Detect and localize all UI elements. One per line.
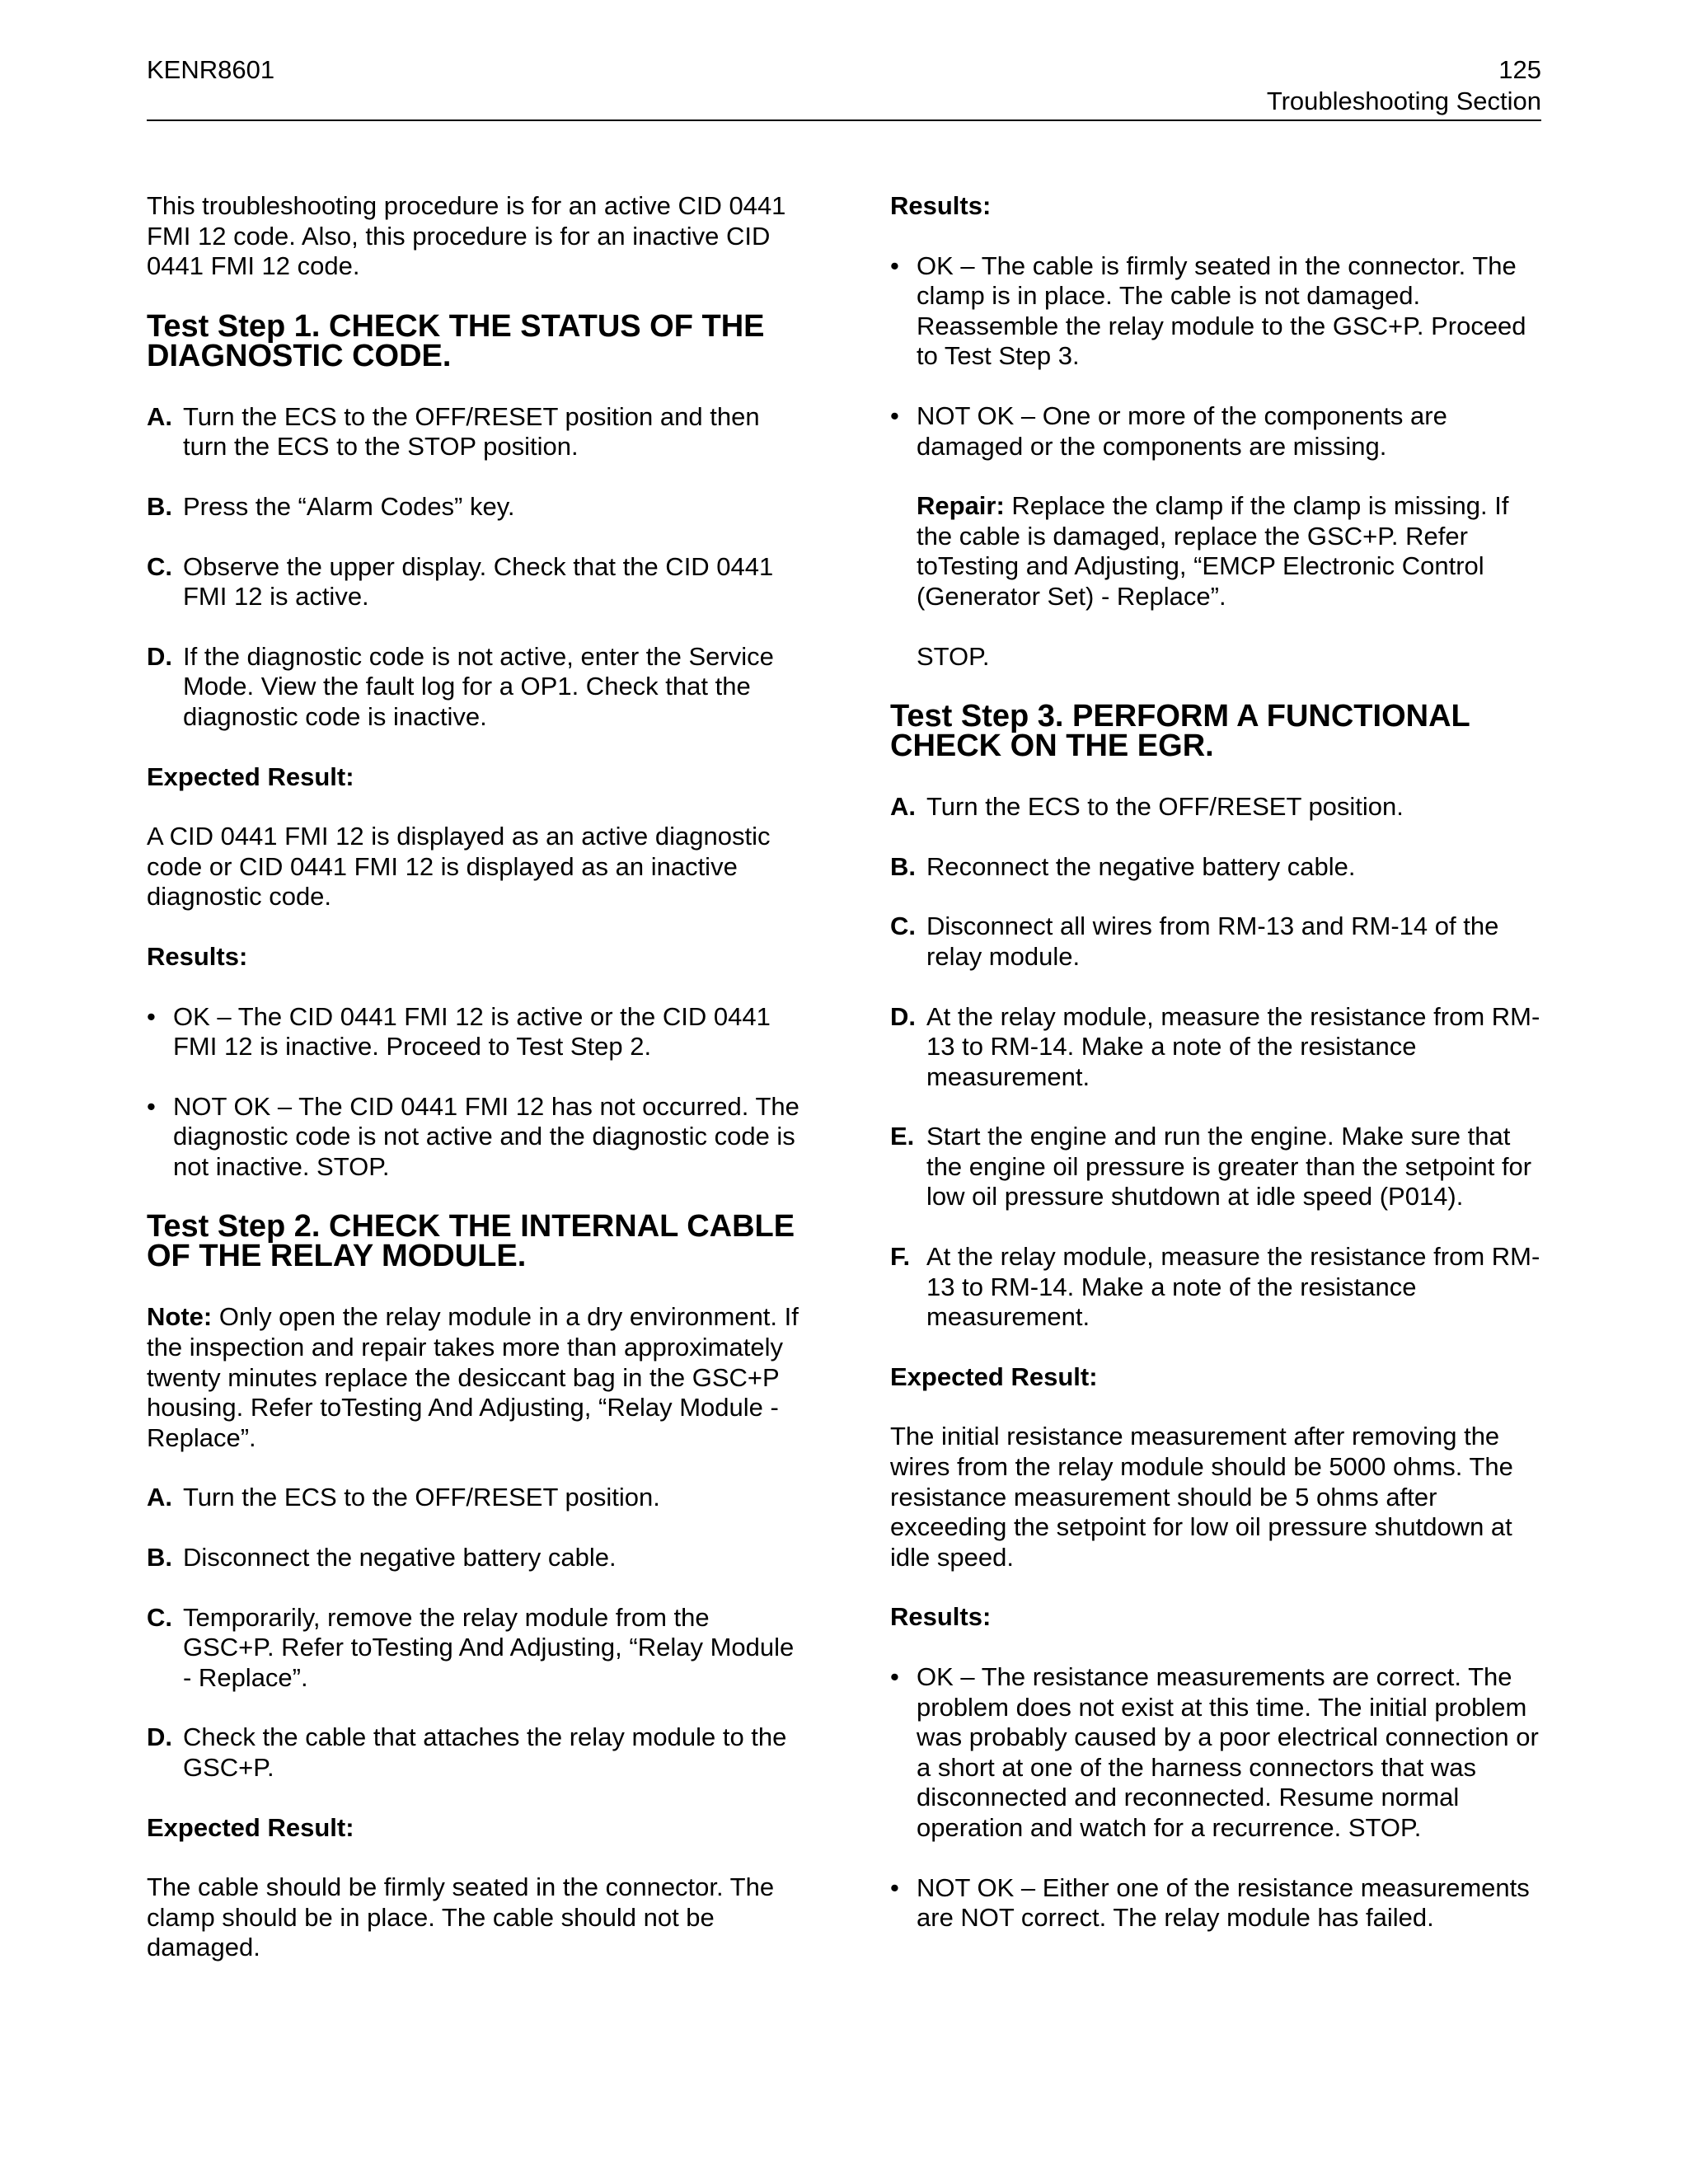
step-letter: E. (890, 1122, 915, 1151)
step1-item-d (147, 642, 799, 733)
step-text: Check the cable that attaches the relay module to the GSC+P. (183, 1722, 787, 1782)
step3-item-c (890, 912, 1541, 972)
bullet-icon: • (147, 1091, 156, 1121)
step-text: If the diagnostic code is not active, enter the Service Mode. View the fault log for a OP1. Check that the diagnostic code is inactive. (183, 641, 774, 731)
step3-expected-text: The initial resistance measurement after removing the wires from the relay module should be 5000 ohms. The resistance measurement should be 5 ohms after exceeding the setpoint for low oil pressure shutdown at idle speed. (890, 1422, 1513, 1572)
result-text: OK – The cable is firmly seated in the connector. The clamp is in place. The cable is not damaged. Reassemble the relay module to the GSC+P. Proceed to Test Step 3. (917, 251, 1526, 371)
result-text: NOT OK – The CID 0441 FMI 12 has not occurred. The diagnostic code is not active and the diagnostic code is not inactive. STOP. (173, 1091, 799, 1181)
step2-result-ok (890, 251, 1541, 372)
step3-heading: Test Step 3. PERFORM A FUNCTIONAL CHECK ON THE EGR. (890, 699, 1470, 764)
step3-item-d (890, 1002, 1541, 1093)
step3-item-a (890, 792, 1541, 823)
step3-result-not-ok (890, 1873, 1541, 1933)
step2-result-not-ok (890, 401, 1541, 462)
step-letter: A. (147, 401, 172, 431)
intro-paragraph: This troubleshooting procedure is for an active CID 0441 FMI 12 code. Also, this procedure is for an inactive CID 0441 FMI 12 code. (147, 191, 786, 281)
step2-expected-text: The cable should be firmly seated in the connector. The clamp should be in place. The cable should not be damaged. (147, 1872, 775, 1962)
step1-expected-text: A CID 0441 FMI 12 is displayed as an active diagnostic code or CID 0441 FMI 12 is displayed as an inactive diagnostic code. (147, 822, 771, 912)
stop-text: STOP. (917, 641, 990, 671)
repair-label: Repair: (917, 491, 1005, 521)
step-letter: F. (890, 1242, 911, 1272)
bullet-icon: • (890, 251, 899, 280)
bullet-icon: • (890, 401, 899, 430)
step-letter: B. (147, 1543, 172, 1572)
page-header-right (1267, 54, 1541, 117)
bullet-icon: • (147, 1001, 156, 1031)
note-label: Note: (147, 1302, 213, 1332)
page-number: 125 (1498, 55, 1541, 84)
result-text: OK – The CID 0441 FMI 12 is active or the CID 0441 FMI 12 is inactive. Proceed to Test Step 2. (173, 1001, 771, 1062)
step3-item-f (890, 1242, 1541, 1333)
step1-item-c (147, 552, 799, 612)
step3-result-ok (890, 1662, 1541, 1844)
right-column (890, 191, 1541, 1963)
step1-item-a (147, 402, 799, 462)
result-text: NOT OK – One or more of the components are damaged or the components are missing. (917, 401, 1447, 461)
step1-item-b (147, 492, 799, 523)
bullet-icon: • (890, 1662, 899, 1691)
step-text: Disconnect all wires from RM-13 and RM-14 of the relay module. (926, 912, 1499, 971)
document-id: KENR8601 (147, 55, 275, 84)
step-text: At the relay module, measure the resistance from RM-13 to RM-14. Make a note of the resistance measurement. (926, 1242, 1540, 1332)
step1-result-not-ok (147, 1092, 799, 1183)
bullet-icon: • (890, 1872, 899, 1902)
step2-item-d (147, 1722, 799, 1783)
step-letter: C. (890, 912, 916, 941)
step2-results-label: Results: (890, 191, 992, 220)
step-text: Temporarily, remove the relay module from the GSC+P. Refer toTesting And Adjusting, “Relay Module - Replace”. (183, 1602, 795, 1692)
step-letter: A. (147, 1483, 172, 1512)
result-text: NOT OK – Either one of the resistance measurements are NOT correct. The relay module has failed. (917, 1872, 1530, 1933)
step3-expected-label: Expected Result: (890, 1361, 1098, 1391)
step2-item-a (147, 1483, 799, 1513)
note-text: Only open the relay module in a dry environment. If the inspection and repair takes more than approximately twenty minutes replace the desiccant bag in the GSC+P housing. Refer toTesting And Adjusting, “Relay Module - Replace”. (147, 1302, 799, 1452)
step1-results-label: Results: (147, 941, 248, 971)
step-letter: B. (147, 491, 172, 521)
repair-text: Replace the clamp if the clamp is missing. If the cable is damaged, replace the GSC+P. Refer toTesting and Adjusting, “EMCP Electronic Control (Generator Set) - Replace”. (917, 491, 1509, 611)
step1-expected-label: Expected Result: (147, 762, 354, 791)
step-text: Turn the ECS to the OFF/RESET position. (926, 792, 1404, 822)
step-text: Observe the upper display. Check that the CID 0441 FMI 12 is active. (183, 551, 774, 612)
step2-heading: Test Step 2. CHECK THE INTERNAL CABLE OF THE RELAY MODULE. (147, 1209, 795, 1274)
step3-results-label: Results: (890, 1602, 992, 1632)
section-title: Troubleshooting Section (1266, 87, 1541, 115)
step2-item-c (147, 1603, 799, 1694)
header-divider (147, 120, 1541, 121)
step-text: Turn the ECS to the OFF/RESET position and then turn the ECS to the STOP position. (183, 401, 760, 462)
step-letter: D. (147, 641, 172, 671)
step2-note (147, 1302, 799, 1453)
step-text: Disconnect the negative battery cable. (183, 1543, 617, 1572)
step-letter: D. (147, 1722, 172, 1752)
step3-item-b (890, 852, 1541, 883)
step3-item-e (890, 1122, 1541, 1212)
step-letter: A. (890, 792, 916, 822)
step-text: Turn the ECS to the OFF/RESET position. (183, 1483, 660, 1512)
step1-result-ok (147, 1002, 799, 1062)
step2-expected-label: Expected Result: (147, 1812, 354, 1842)
step-text: Press the “Alarm Codes” key. (183, 491, 515, 521)
step1-heading: Test Step 1. CHECK THE STATUS OF THE DIAGNOSTIC CODE. (147, 308, 765, 373)
step-text: Start the engine and run the engine. Make sure that the engine oil pressure is greater than the setpoint for low oil pressure shutdown at idle speed (P014). (926, 1122, 1532, 1212)
step-letter: C. (147, 1602, 172, 1632)
repair-paragraph (890, 491, 1541, 612)
step-text: At the relay module, measure the resistance from RM-13 to RM-14. Make a note of the resistance measurement. (926, 1001, 1540, 1091)
result-text: OK – The resistance measurements are correct. The problem does not exist at this time. The initial problem was probably caused by a poor electrical connection or a short at one of the harness connectors that was disconnected and reconnected. Resume normal operation and watch for a recurrence. STOP. (917, 1662, 1539, 1842)
step2-item-b (147, 1543, 799, 1573)
step-letter: D. (890, 1001, 916, 1031)
step-letter: C. (147, 551, 172, 581)
step-letter: B. (890, 851, 916, 881)
step-text: Reconnect the negative battery cable. (926, 851, 1356, 881)
left-column (147, 191, 799, 1993)
